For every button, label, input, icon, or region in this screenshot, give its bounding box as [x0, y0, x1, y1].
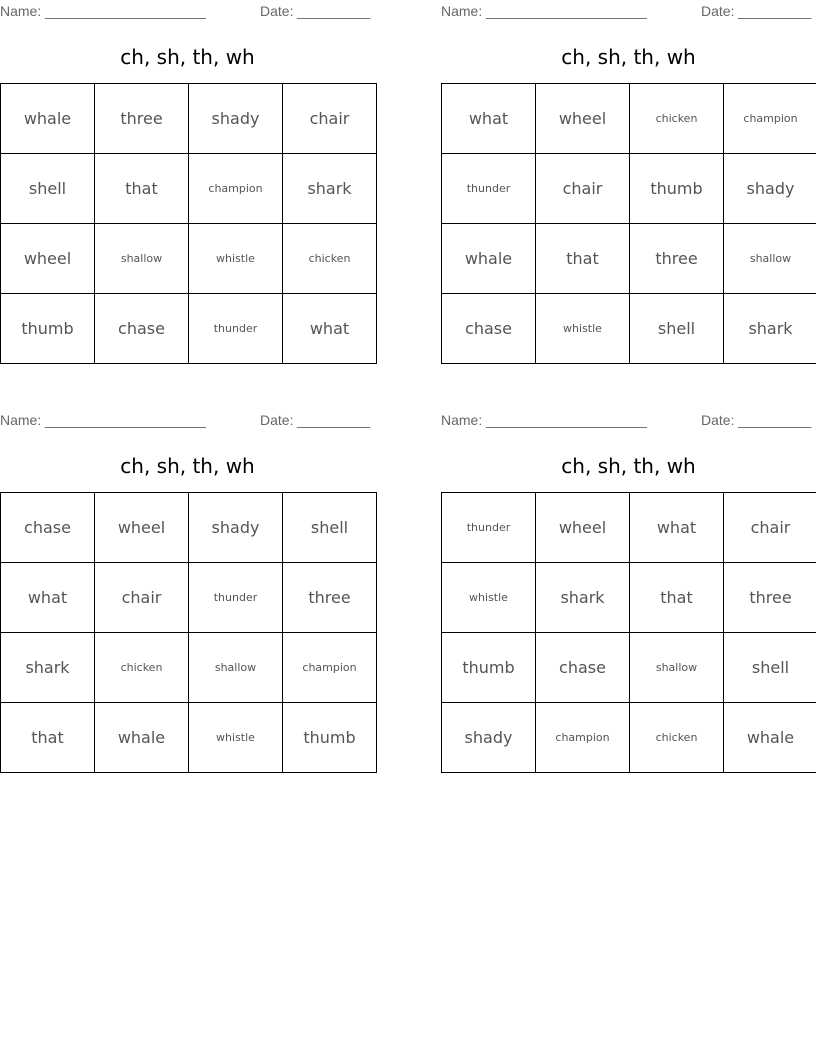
- bingo-cell: whale: [95, 703, 189, 773]
- bingo-cell: three: [283, 563, 377, 633]
- bingo-cell: wheel: [536, 493, 630, 563]
- card-title: ch, sh, th, wh: [120, 45, 255, 69]
- bingo-cell: champion: [283, 633, 377, 703]
- bingo-cell: chicken: [630, 703, 724, 773]
- card-title: ch, sh, th, wh: [561, 454, 696, 478]
- grid-row: [1, 224, 377, 294]
- bingo-cell: whistle: [189, 703, 283, 773]
- card-title: ch, sh, th, wh: [120, 454, 255, 478]
- name-blank: ______________________: [45, 3, 206, 19]
- bingo-cell: chase: [536, 633, 630, 703]
- date-blank: __________: [297, 412, 370, 428]
- bingo-cell: thumb: [283, 703, 377, 773]
- bingo-cell: wheel: [1, 224, 95, 294]
- bingo-cell: shallow: [630, 633, 724, 703]
- grid-row: [442, 224, 816, 294]
- name-label: Name:: [441, 3, 483, 19]
- bingo-cell: shady: [724, 154, 816, 224]
- date-label: Date:: [701, 412, 735, 428]
- bingo-cell: whistle: [536, 294, 630, 364]
- grid-row: [442, 84, 816, 154]
- bingo-cell: what: [630, 493, 724, 563]
- bingo-cell: chase: [95, 294, 189, 364]
- bingo-cell: three: [724, 563, 816, 633]
- bingo-cell: whale: [724, 703, 816, 773]
- bingo-card-2: [441, 0, 816, 375]
- grid-row: [442, 493, 816, 563]
- bingo-cell: whale: [1, 84, 95, 154]
- bingo-cell: thunder: [189, 563, 283, 633]
- grid-row: [442, 294, 816, 364]
- name-blank: ______________________: [45, 412, 206, 428]
- name-date-row: [441, 3, 816, 19]
- name-date-row: [441, 412, 816, 428]
- bingo-cell: chair: [536, 154, 630, 224]
- grid-row: [1, 563, 377, 633]
- bingo-cell: chair: [724, 493, 816, 563]
- grid-row: [1, 294, 377, 364]
- date-blank: __________: [297, 3, 370, 19]
- grid-row: [442, 154, 816, 224]
- bingo-grid: [0, 83, 377, 364]
- bingo-cell: champion: [724, 84, 816, 154]
- bingo-cell: what: [442, 84, 536, 154]
- grid-row: [1, 703, 377, 773]
- bingo-cell: that: [536, 224, 630, 294]
- bingo-cell: chicken: [283, 224, 377, 294]
- grid-row: [442, 703, 816, 773]
- bingo-cell: chair: [95, 563, 189, 633]
- date-label: Date:: [701, 3, 735, 19]
- bingo-cell: chase: [1, 493, 95, 563]
- name-label: Name:: [0, 3, 42, 19]
- grid-row: [442, 563, 816, 633]
- bingo-cell: champion: [536, 703, 630, 773]
- bingo-cell: that: [1, 703, 95, 773]
- bingo-cell: whistle: [442, 563, 536, 633]
- bingo-cell: that: [630, 563, 724, 633]
- bingo-cell: shady: [189, 84, 283, 154]
- bingo-cell: shark: [283, 154, 377, 224]
- name-date-row: [0, 3, 375, 19]
- date-label: Date:: [260, 3, 294, 19]
- bingo-cell: shark: [536, 563, 630, 633]
- name-blank: ______________________: [486, 3, 647, 19]
- bingo-card-3: [0, 409, 375, 784]
- bingo-cell: thumb: [630, 154, 724, 224]
- bingo-cell: thunder: [442, 154, 536, 224]
- bingo-cell: what: [283, 294, 377, 364]
- name-blank: ______________________: [486, 412, 647, 428]
- bingo-cell: shell: [1, 154, 95, 224]
- bingo-cell: shark: [1, 633, 95, 703]
- bingo-grid: [441, 83, 816, 364]
- grid-row: [1, 493, 377, 563]
- name-label: Name:: [0, 412, 42, 428]
- bingo-cell: shell: [283, 493, 377, 563]
- bingo-cell: shark: [724, 294, 816, 364]
- bingo-cell: shell: [724, 633, 816, 703]
- bingo-card-4: [441, 409, 816, 784]
- bingo-cell: chair: [283, 84, 377, 154]
- bingo-cell: thumb: [1, 294, 95, 364]
- bingo-cell: three: [630, 224, 724, 294]
- bingo-cell: what: [1, 563, 95, 633]
- name-label: Name:: [441, 412, 483, 428]
- bingo-cell: wheel: [536, 84, 630, 154]
- date-blank: __________: [738, 3, 811, 19]
- bingo-cell: whistle: [189, 224, 283, 294]
- bingo-card-1: [0, 0, 375, 375]
- bingo-cell: three: [95, 84, 189, 154]
- bingo-grid: [0, 492, 377, 773]
- card-title: ch, sh, th, wh: [561, 45, 696, 69]
- bingo-cell: that: [95, 154, 189, 224]
- bingo-cell: shady: [189, 493, 283, 563]
- bingo-cell: wheel: [95, 493, 189, 563]
- date-label: Date:: [260, 412, 294, 428]
- bingo-cell: shallow: [95, 224, 189, 294]
- bingo-cell: shell: [630, 294, 724, 364]
- bingo-cell: shady: [442, 703, 536, 773]
- bingo-cell: chicken: [630, 84, 724, 154]
- bingo-cell: shallow: [724, 224, 816, 294]
- name-date-row: [0, 412, 375, 428]
- bingo-cell: whale: [442, 224, 536, 294]
- grid-row: [1, 633, 377, 703]
- bingo-cell: thunder: [189, 294, 283, 364]
- grid-row: [442, 633, 816, 703]
- grid-row: [1, 154, 377, 224]
- bingo-cell: shallow: [189, 633, 283, 703]
- bingo-cell: chicken: [95, 633, 189, 703]
- date-blank: __________: [738, 412, 811, 428]
- bingo-cell: thumb: [442, 633, 536, 703]
- grid-row: [1, 84, 377, 154]
- bingo-cell: thunder: [442, 493, 536, 563]
- bingo-grid: [441, 492, 816, 773]
- bingo-cell: chase: [442, 294, 536, 364]
- bingo-cell: champion: [189, 154, 283, 224]
